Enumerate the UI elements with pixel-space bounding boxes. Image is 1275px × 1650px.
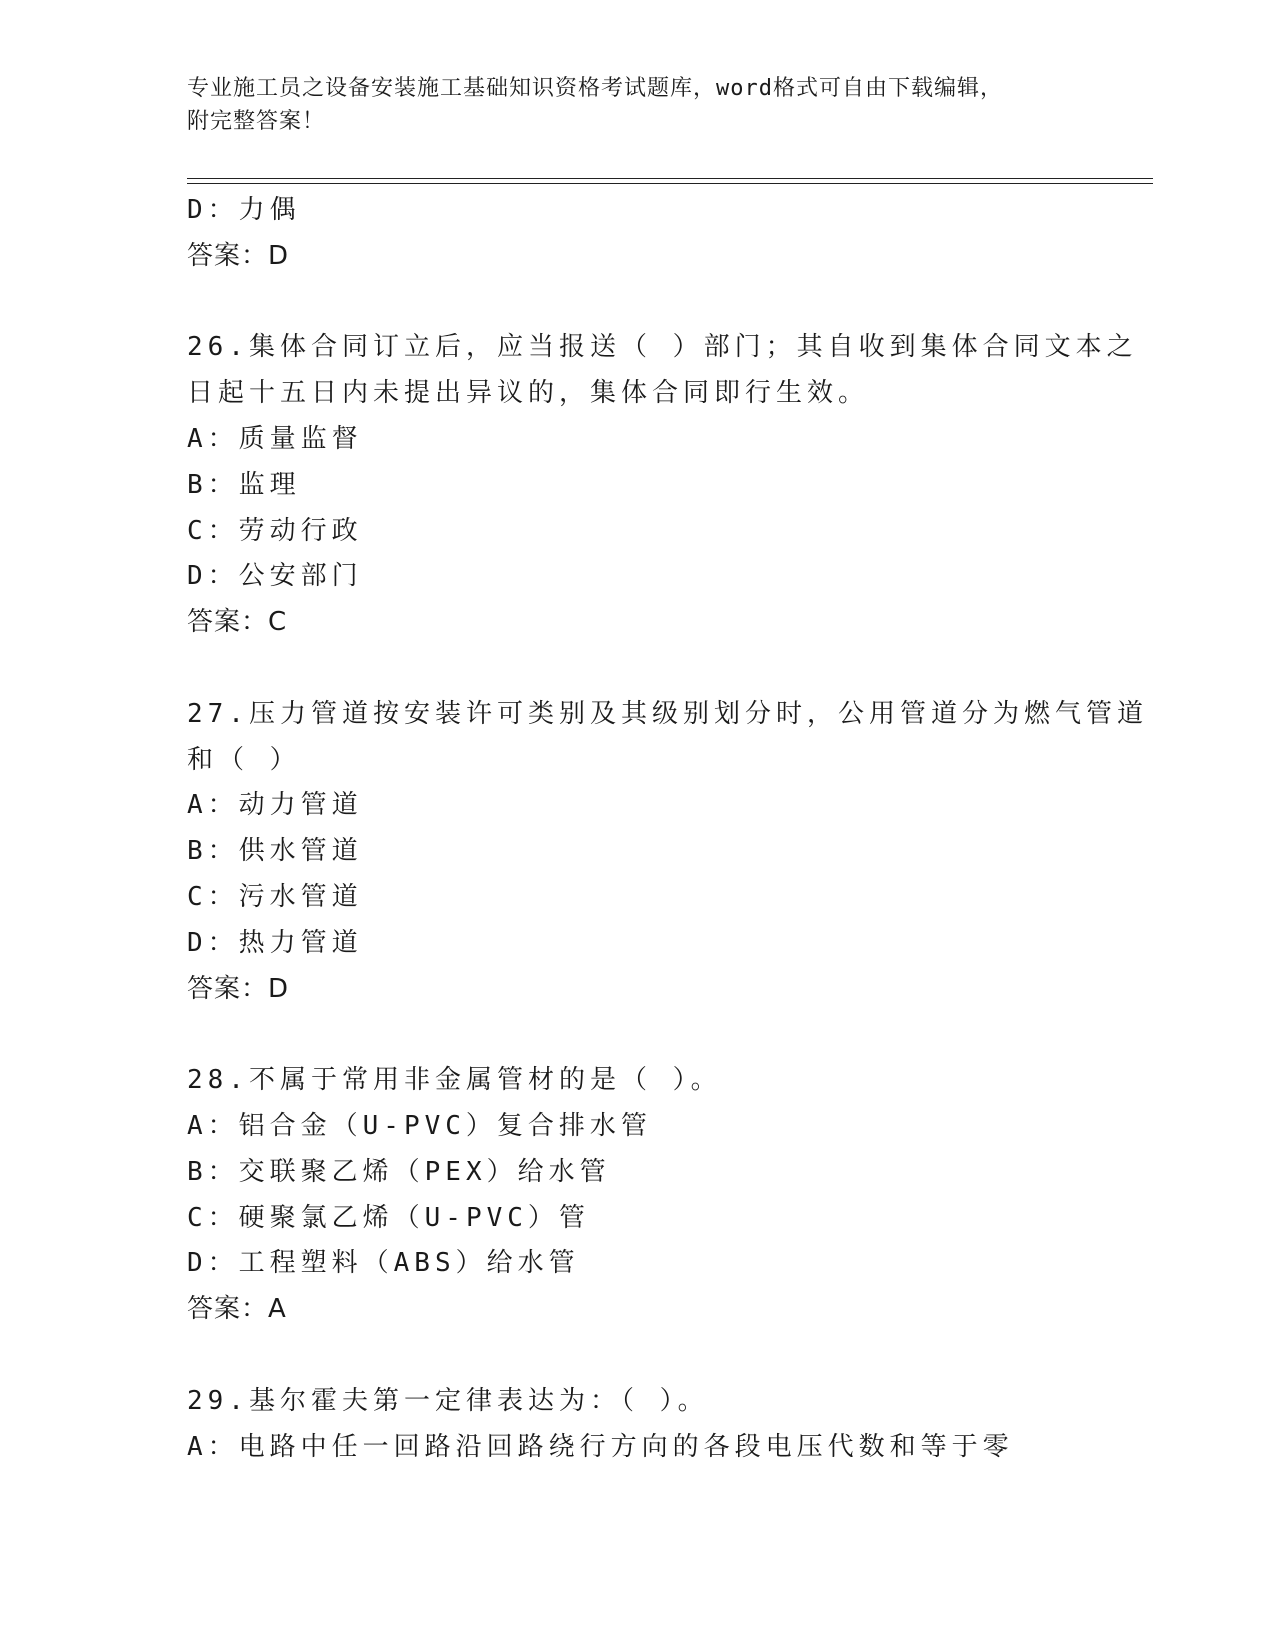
spacer xyxy=(187,280,1087,326)
question-stem: 29.基尔霍夫第一定律表达为：（ ）。 xyxy=(187,1385,709,1416)
question-stem: 26.集体合同订立后，应当报送（ ）部门；其自收到集体合同文本之 xyxy=(187,332,1138,363)
spacer xyxy=(187,1333,1087,1379)
option-b: B：供水管道 xyxy=(187,836,363,867)
answer: 答案：D xyxy=(187,240,290,271)
option-d: D：公安部门 xyxy=(187,561,363,592)
option-a: A：质量监督 xyxy=(187,423,363,454)
question-stem: 日起十五日内未提出异议的，集体合同即行生效。 xyxy=(187,378,870,409)
question-27 xyxy=(187,692,1148,1013)
header-divider-bottom xyxy=(187,183,1153,184)
option-c: C：劳动行政 xyxy=(187,515,363,546)
header-line-1: 专业施工员之设备安装施工基础知识资格考试题库，word格式可自由下载编辑， xyxy=(187,76,1003,101)
page-header xyxy=(187,72,1067,138)
option-c: C：硬聚氯乙烯（U-PVC）管 xyxy=(187,1202,590,1233)
option-b: B：监理 xyxy=(187,469,301,500)
question-26 xyxy=(187,325,1138,646)
option-d: D：工程塑料（ABS）给水管 xyxy=(187,1248,580,1279)
question-stem: 28.不属于常用非金属管材的是（ ）。 xyxy=(187,1065,722,1096)
question-29 xyxy=(187,1379,1087,1471)
option-d: D：力偶 xyxy=(187,195,301,225)
answer: 答案：C xyxy=(187,607,288,638)
spacer xyxy=(187,1012,1087,1058)
header-line-2: 附完整答案！ xyxy=(187,109,326,134)
option-a: A：电路中任一回路沿回路绕行方向的各段电压代数和等于零 xyxy=(187,1431,1014,1462)
answer: 答案：A xyxy=(187,1294,287,1325)
option-a: A：铝合金（U-PVC）复合排水管 xyxy=(187,1110,652,1141)
option-c: C：污水管道 xyxy=(187,881,363,912)
option-d: D：热力管道 xyxy=(187,927,363,958)
spacer xyxy=(187,646,1087,692)
question-28 xyxy=(187,1058,1087,1333)
option-b: B：交联聚乙烯（PEX）给水管 xyxy=(187,1156,611,1187)
question-stem: 27.压力管道按安装许可类别及其级别划分时，公用管道分为燃气管道 xyxy=(187,698,1148,729)
answer: 答案：D xyxy=(187,973,290,1004)
question-stem: 和（ ） xyxy=(187,744,301,775)
header-divider-top xyxy=(187,178,1153,179)
question-content xyxy=(187,188,1148,1470)
option-a: A：动力管道 xyxy=(187,790,363,821)
